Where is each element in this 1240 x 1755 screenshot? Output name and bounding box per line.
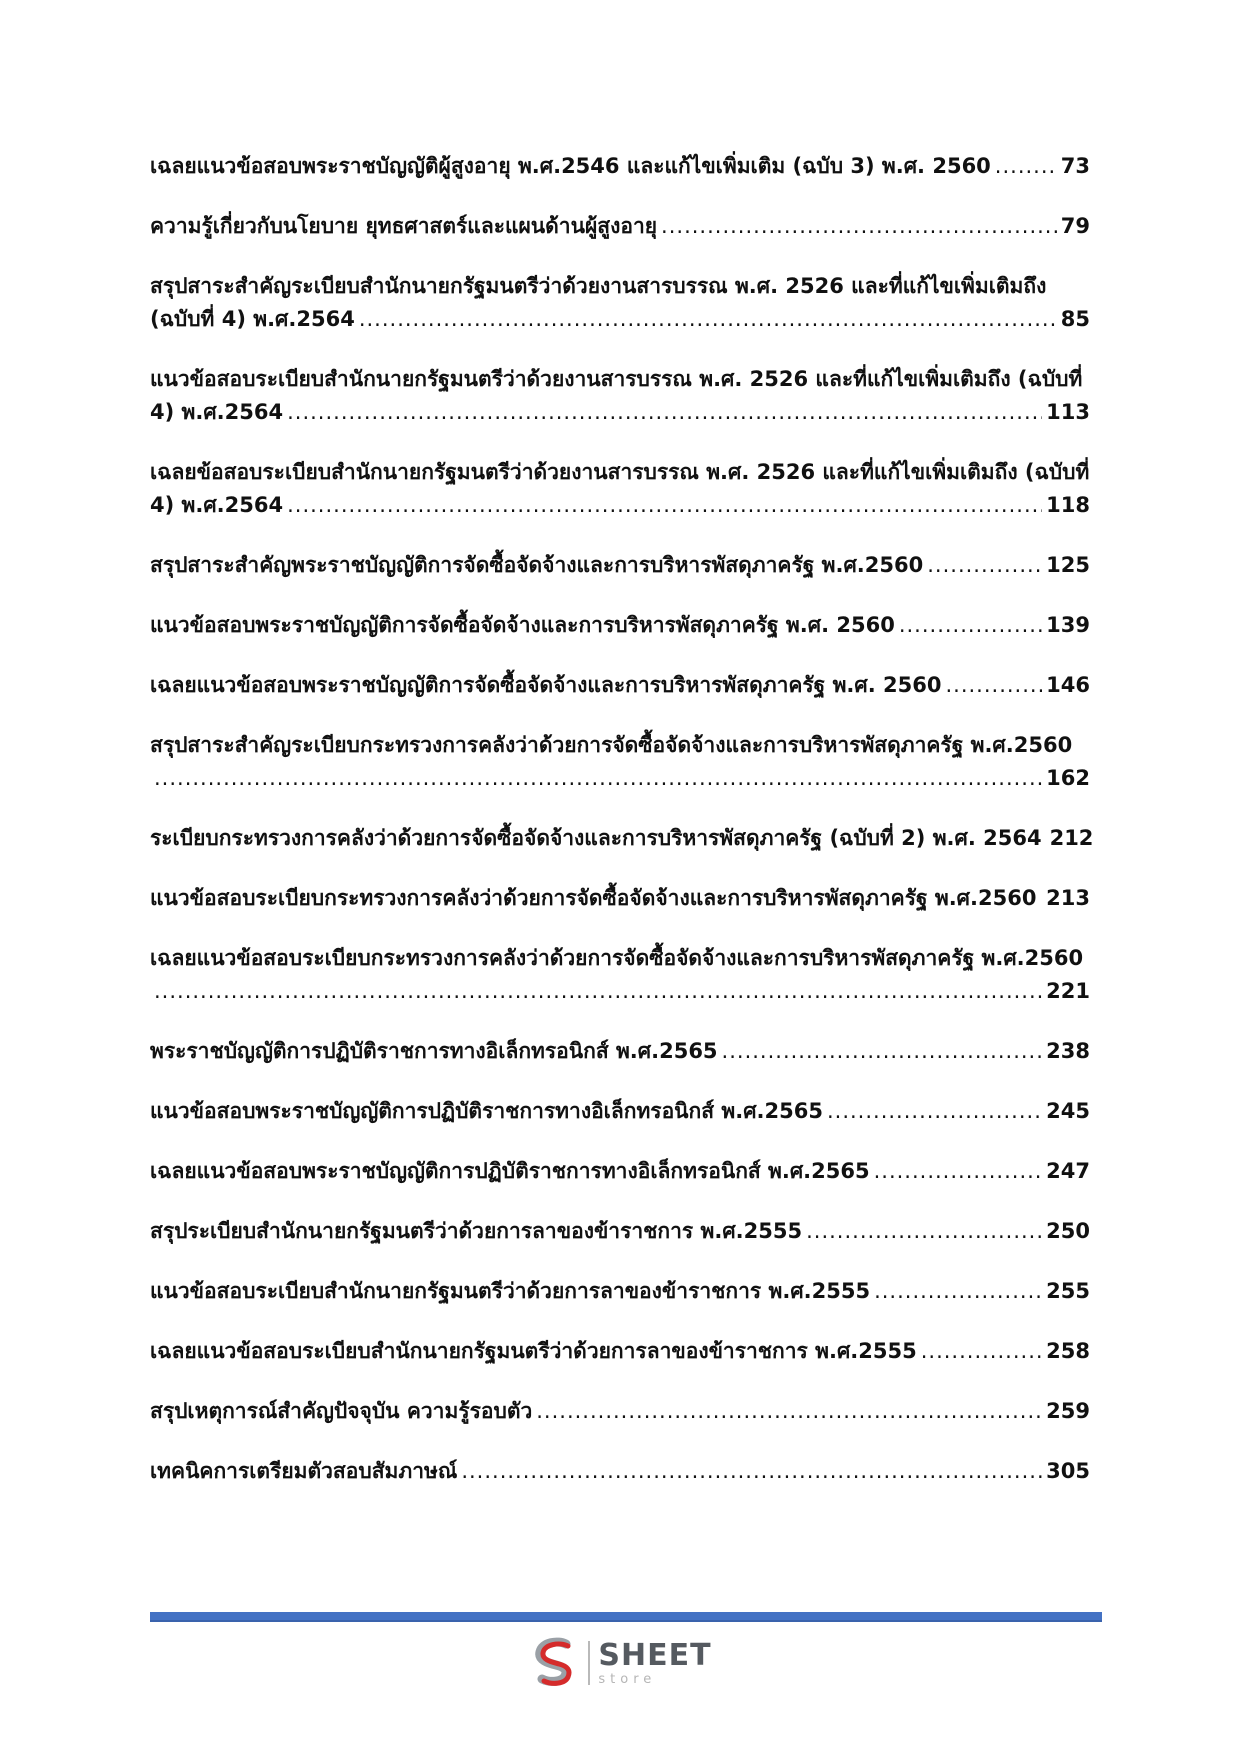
toc-page-number: 125 xyxy=(1046,553,1090,577)
toc-dot-leader xyxy=(874,1275,1042,1308)
toc-entry-line xyxy=(150,270,1090,303)
toc-entry-line xyxy=(150,1395,1090,1428)
sheet-store-s-logo-icon xyxy=(528,1636,582,1690)
toc-entry xyxy=(150,1395,1090,1428)
toc-entry-title: แนวข้อสอบพระราชบัญญัติการปฏิบัติราชการทางอิเล็กทรอนิกส์ พ.ศ.2565 xyxy=(150,1099,823,1123)
toc-entry-title: เฉลยแนวข้อสอบระเบียบกระทรวงการคลังว่าด้วยการจัดซื้อจัดจ้างและการบริหารพัสดุภาครัฐ พ.ศ.2560 xyxy=(150,946,1084,970)
toc-entry xyxy=(150,822,1094,855)
toc-entry-title: สรุปสาระสำคัญระเบียบสำนักนายกรัฐมนตรีว่าด้วยงานสารบรรณ พ.ศ. 2526 และที่แก้ไขเพิ่มเติมถึง xyxy=(150,274,1047,298)
toc-entry-title: สรุปสาระสำคัญพระราชบัญญัติการจัดซื้อจัดจ้างและการบริหารพัสดุภาครัฐ พ.ศ.2560 xyxy=(150,553,924,577)
toc-entry-line xyxy=(150,1335,1090,1368)
toc-entry xyxy=(150,882,1090,915)
toc-dot-leader xyxy=(154,762,1042,795)
toc-entry xyxy=(150,942,1090,1008)
toc-entry xyxy=(150,363,1090,429)
toc-entry-title: เฉลยข้อสอบระเบียบสำนักนายกรัฐมนตรีว่าด้วยงานสารบรรณ พ.ศ. 2526 และที่แก้ไขเพิ่มเติมถึง (ฉบับที่ xyxy=(150,460,1090,484)
toc-entry-line xyxy=(150,1035,1090,1068)
toc-page-number: 73 xyxy=(1060,154,1090,178)
toc-entry xyxy=(150,549,1090,582)
toc-page-number: 139 xyxy=(1046,613,1090,637)
toc-entry-title: เฉลยแนวข้อสอบพระราชบัญญัติผู้สูงอายุ พ.ศ.2546 และแก้ไขเพิ่มเติม (ฉบับ 3) พ.ศ. 2560 xyxy=(150,154,991,178)
toc-entry xyxy=(150,609,1090,642)
toc-entry-title: ความรู้เกี่ยวกับนโยบาย ยุทธศาสตร์และแผนด้านผู้สูงอายุ xyxy=(150,214,658,238)
toc-page-number: 247 xyxy=(1046,1159,1090,1183)
toc-entry-line xyxy=(150,1275,1090,1308)
toc-entry-title: เฉลยแนวข้อสอบพระราชบัญญัติการจัดซื้อจัดจ้างและการบริหารพัสดุภาครัฐ พ.ศ. 2560 xyxy=(150,673,942,697)
toc-entry-title: แนวข้อสอบระเบียบสำนักนายกรัฐมนตรีว่าด้วยการลาของข้าราชการ พ.ศ.2555 xyxy=(150,1279,871,1303)
toc-entry xyxy=(150,456,1090,522)
toc-entry-line xyxy=(150,729,1090,762)
toc-page-number: 255 xyxy=(1046,1279,1090,1303)
toc-entry-line xyxy=(150,1155,1090,1188)
toc-entry xyxy=(150,729,1090,795)
toc-entry-title: ระเบียบกระทรวงการคลังว่าด้วยการจัดซื้อจัดจ้างและการบริหารพัสดุภาครัฐ (ฉบับที่ 2) พ.ศ. 2564 xyxy=(150,826,1042,850)
toc-dot-leader xyxy=(154,975,1042,1008)
toc-page-number: 259 xyxy=(1046,1399,1090,1423)
toc-dot-leader xyxy=(945,669,1042,702)
toc-page-number: 250 xyxy=(1046,1219,1090,1243)
toc-entry-line xyxy=(150,150,1090,183)
toc-entry-line xyxy=(150,822,1094,855)
toc-dot-leader xyxy=(359,303,1057,336)
toc-dot-leader xyxy=(661,210,1057,243)
toc-page-number: 79 xyxy=(1060,214,1090,238)
footer-divider-bar xyxy=(150,1612,1102,1622)
toc-dot-leader xyxy=(1040,882,1042,915)
toc-entry xyxy=(150,1095,1090,1128)
toc-entry-line xyxy=(150,549,1090,582)
footer-logo xyxy=(0,1636,1240,1690)
toc-entry xyxy=(150,1035,1090,1068)
toc-entry-line xyxy=(150,669,1090,702)
toc-entry-title: 4) พ.ศ.2564 xyxy=(150,493,284,517)
toc-entry-title: สรุปสาระสำคัญระเบียบกระทรวงการคลังว่าด้วยการจัดซื้อจัดจ้างและการบริหารพัสดุภาครัฐ พ.ศ.2560 xyxy=(150,733,1073,757)
toc-entry-line xyxy=(150,363,1090,396)
logo-name: SHEET xyxy=(598,1637,712,1673)
toc-dot-leader xyxy=(287,489,1042,522)
toc-dot-leader xyxy=(927,549,1042,582)
toc-entry-line xyxy=(150,1455,1090,1488)
toc-dot-leader xyxy=(722,1035,1043,1068)
toc-entry-line xyxy=(150,396,1090,429)
toc-entry xyxy=(150,210,1090,243)
toc-entry-title: เฉลยแนวข้อสอบระเบียบสำนักนายกรัฐมนตรีว่าด้วยการลาของข้าราชการ พ.ศ.2555 xyxy=(150,1339,917,1363)
toc-dot-leader xyxy=(827,1095,1042,1128)
toc-page-number: 213 xyxy=(1046,886,1090,910)
logo-divider xyxy=(588,1641,590,1685)
toc-page-number: 258 xyxy=(1046,1339,1090,1363)
toc-entry xyxy=(150,1275,1090,1308)
toc-page-number: 113 xyxy=(1046,400,1090,424)
toc-entry-line xyxy=(150,942,1090,975)
toc-entry-title: เฉลยแนวข้อสอบพระราชบัญญัติการปฏิบัติราชการทางอิเล็กทรอนิกส์ พ.ศ.2565 xyxy=(150,1159,870,1183)
toc-dot-leader xyxy=(921,1335,1042,1368)
toc-page-number: 118 xyxy=(1046,493,1090,517)
toc-entry-line xyxy=(150,975,1090,1008)
toc-entry-line xyxy=(150,303,1090,336)
toc-dot-leader xyxy=(899,609,1042,642)
toc-entry-title: พระราชบัญญัติการปฏิบัติราชการทางอิเล็กทรอนิกส์ พ.ศ.2565 xyxy=(150,1039,718,1063)
toc-entry xyxy=(150,1155,1090,1188)
table-of-contents xyxy=(150,150,1094,1515)
toc-dot-leader xyxy=(461,1455,1042,1488)
toc-entry-line xyxy=(150,1095,1090,1128)
toc-entry-title: สรุปเหตุการณ์สำคัญปัจจุบัน ความรู้รอบตัว xyxy=(150,1399,533,1423)
toc-entry-line xyxy=(150,762,1090,795)
toc-dot-leader xyxy=(536,1395,1042,1428)
toc-entry-title: เทคนิคการเตรียมตัวสอบสัมภาษณ์ xyxy=(150,1459,458,1483)
toc-dot-leader xyxy=(287,396,1042,429)
toc-entry-line xyxy=(150,456,1090,489)
toc-entry-title: แนวข้อสอบพระราชบัญญัติการจัดซื้อจัดจ้างและการบริหารพัสดุภาครัฐ พ.ศ. 2560 xyxy=(150,613,895,637)
toc-dot-leader xyxy=(995,150,1057,183)
toc-page-number: 146 xyxy=(1046,673,1090,697)
toc-page-number: 305 xyxy=(1046,1459,1090,1483)
toc-entry xyxy=(150,1215,1090,1248)
toc-entry-title: แนวข้อสอบระเบียบสำนักนายกรัฐมนตรีว่าด้วยงานสารบรรณ พ.ศ. 2526 และที่แก้ไขเพิ่มเติมถึง (ฉบับที่ xyxy=(150,367,1083,391)
toc-entry xyxy=(150,270,1090,336)
toc-page-number: 238 xyxy=(1046,1039,1090,1063)
toc-page-number: 162 xyxy=(1046,766,1090,790)
toc-entry-line xyxy=(150,210,1090,243)
toc-dot-leader xyxy=(806,1215,1042,1248)
toc-entry-line xyxy=(150,489,1090,522)
toc-page-number: 221 xyxy=(1046,979,1090,1003)
logo-subtitle: store xyxy=(598,1671,657,1687)
toc-page-number: 245 xyxy=(1046,1099,1090,1123)
toc-entry-line xyxy=(150,882,1090,915)
toc-page-number: 85 xyxy=(1060,307,1090,331)
toc-entry-title: สรุประเบียบสำนักนายกรัฐมนตรีว่าด้วยการลาของข้าราชการ พ.ศ.2555 xyxy=(150,1219,803,1243)
toc-entry-line xyxy=(150,609,1090,642)
toc-entry-title: 4) พ.ศ.2564 xyxy=(150,400,284,424)
toc-entry xyxy=(150,150,1090,183)
toc-entry xyxy=(150,1455,1090,1488)
toc-entry xyxy=(150,669,1090,702)
toc-page-number: 212 xyxy=(1049,826,1094,850)
toc-entry-line xyxy=(150,1215,1090,1248)
logo-text xyxy=(598,1637,712,1687)
toc-entry-title: (ฉบับที่ 4) พ.ศ.2564 xyxy=(150,307,355,331)
toc-entry xyxy=(150,1335,1090,1368)
toc-dot-leader xyxy=(874,1155,1043,1188)
toc-entry-title: แนวข้อสอบระเบียบกระทรวงการคลังว่าด้วยการจัดซื้อจัดจ้างและการบริหารพัสดุภาครัฐ พ.ศ.2560 xyxy=(150,886,1037,910)
